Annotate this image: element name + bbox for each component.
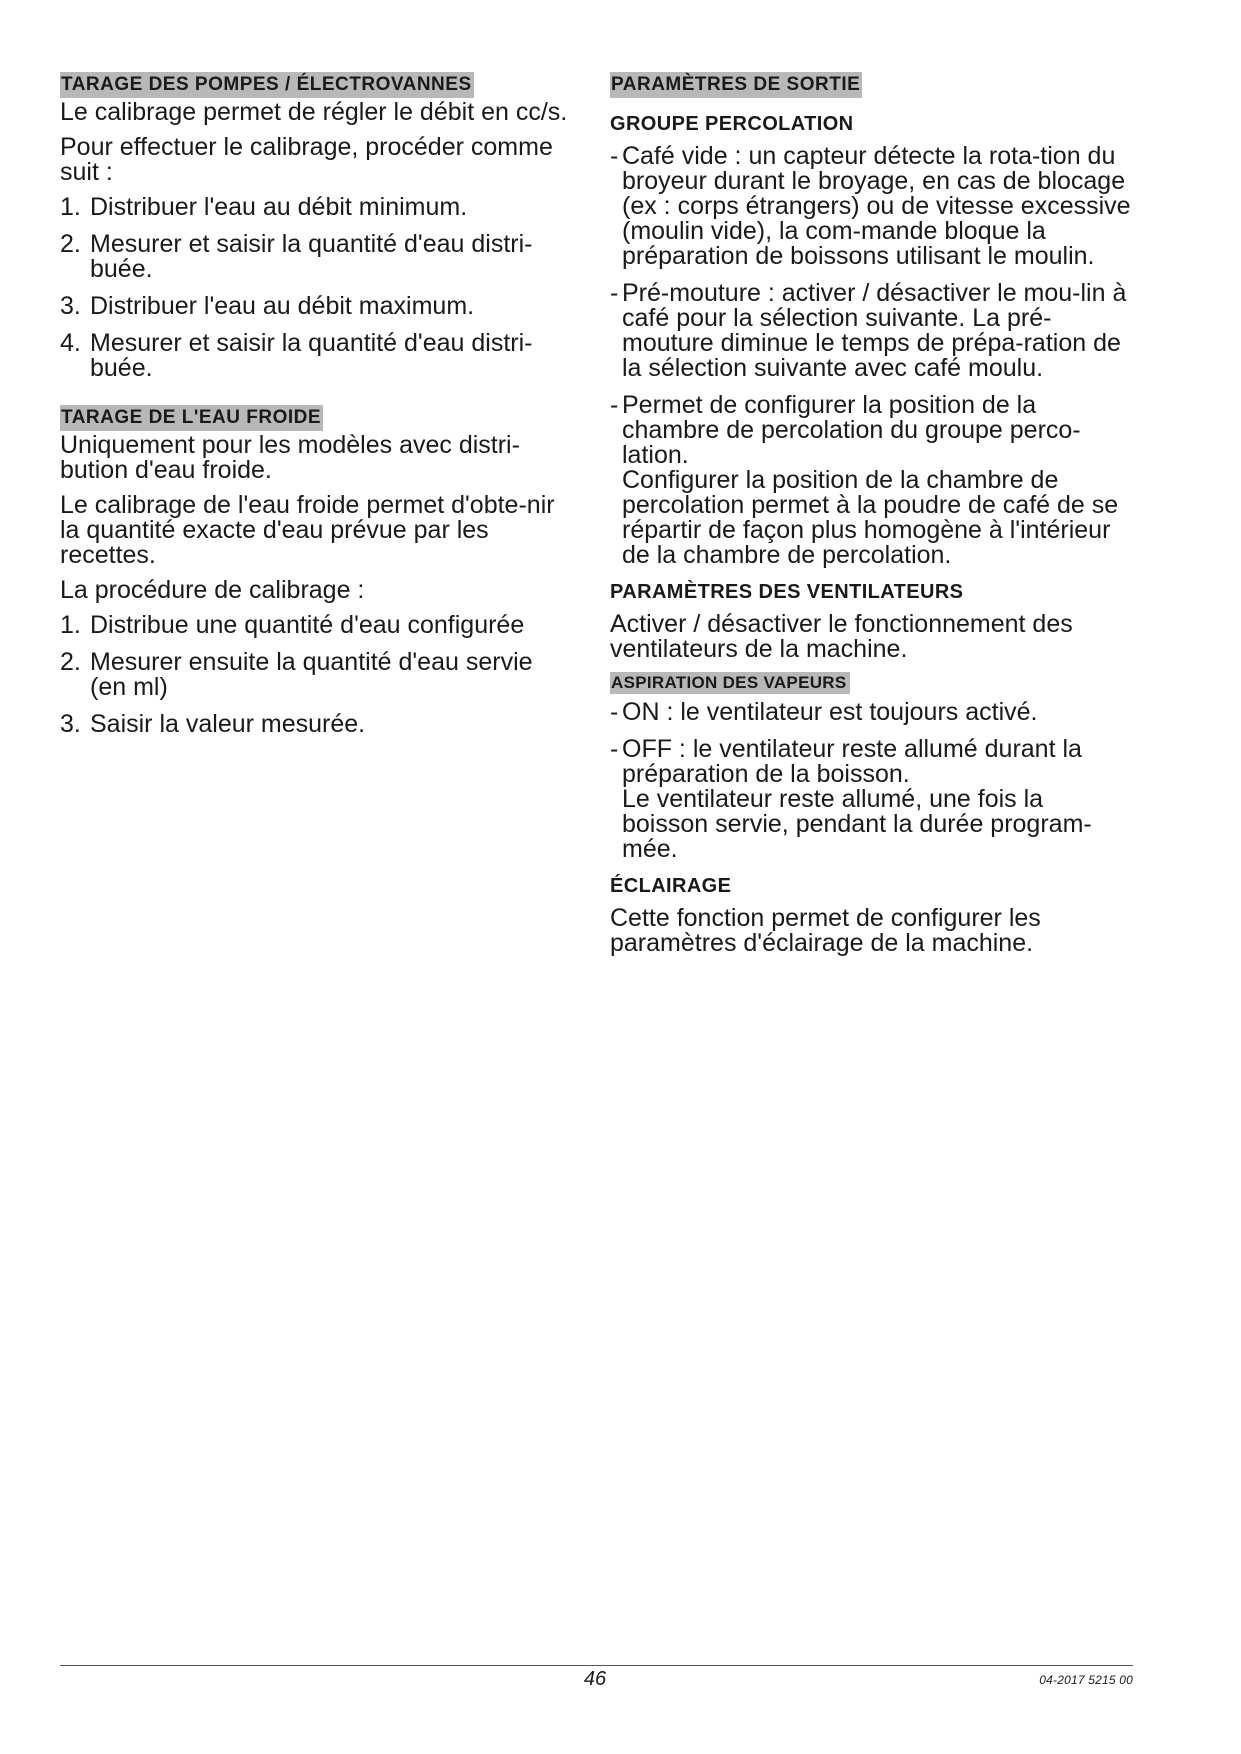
list-item	[610, 700, 1135, 725]
step-number: 3.	[60, 710, 81, 738]
paragraph-calibrage-debit: Le calibrage permet de régler le débit en cc/s.	[60, 98, 568, 126]
item-text-line: Configurer la position de la chambre de percolation permet à la poudre de café de se répartir de façon plus homogène à l'intérieur de la chambre de percolation.	[622, 466, 1119, 569]
step-number: 3.	[60, 292, 81, 320]
item-text: Pré-mouture : activer / désactiver le mou-lin à café pour la sélection suivante. La pré-mouture diminue le temps de prépa-ration de la sélection suivante avec café moulu.	[622, 279, 1127, 382]
list-item	[610, 737, 1135, 862]
dash-marker: -	[610, 735, 619, 763]
list-item	[610, 144, 1135, 269]
list-item	[610, 281, 1135, 381]
step-text: Mesurer et saisir la quantité d'eau distri-buée.	[90, 329, 533, 382]
item-text-line: OFF : le ventilateur reste allumé durant la préparation de la boisson.	[622, 735, 1082, 788]
dash-marker: -	[610, 391, 619, 419]
item-text	[622, 393, 1135, 568]
section-title-tarage-pompes: TARAGE DES POMPES / ÉLECTROVANNES	[60, 72, 474, 98]
list-item	[60, 195, 570, 220]
list-item	[60, 294, 570, 319]
subsection-title-ventilateurs: PARAMÈTRES DES VENTILATEURS	[610, 581, 964, 603]
item-text-line: Le ventilateur reste allumé, une fois la boisson servie, pendant la durée program-mée.	[622, 785, 1092, 863]
footer-divider	[60, 1665, 1133, 1666]
paragraph-ventilateurs: Activer / désactiver le fonctionnement des ventilateurs de la machine.	[610, 610, 1073, 663]
subsection-title-aspiration-vapeurs: ASPIRATION DES VAPEURS	[610, 672, 850, 694]
dash-marker: -	[610, 142, 619, 170]
dash-marker: -	[610, 698, 619, 726]
step-text: Mesurer et saisir la quantité d'eau distri-buée.	[90, 230, 533, 283]
list-item	[60, 232, 570, 282]
list-item	[60, 613, 570, 638]
right-column	[610, 72, 1135, 966]
paragraph-calibrage-eau-froide: Le calibrage de l'eau froide permet d'obte-nir la quantité exacte d'eau prévue par les recettes.	[60, 491, 555, 569]
step-number: 2.	[60, 648, 81, 676]
list-item	[60, 331, 570, 381]
step-text: Distribue une quantité d'eau configurée	[90, 611, 525, 639]
page-number: 46	[583, 1668, 607, 1690]
list-item	[60, 650, 570, 700]
step-text: Saisir la valeur mesurée.	[90, 710, 366, 738]
step-number: 2.	[60, 230, 81, 258]
dash-marker: -	[610, 279, 619, 307]
item-text: Café vide : un capteur détecte la rota-tion du broyeur durant le broyage, en cas de blocage (ex : corps étrangers) ou de vitesse excessive (moulin vide), la com-mande bloque la préparation de boissons utilisant le moulin.	[622, 142, 1131, 270]
step-number: 1.	[60, 193, 81, 221]
dash-list-aspiration	[610, 700, 1135, 862]
section-title-parametres-sortie: PARAMÈTRES DE SORTIE	[610, 72, 862, 98]
step-text: Distribuer l'eau au débit minimum.	[90, 193, 468, 221]
document-code: 04-2017 5215 00	[1039, 1673, 1133, 1687]
item-text: ON : le ventilateur est toujours activé.	[622, 698, 1038, 726]
steps-list-eau-froide	[60, 613, 570, 737]
paragraph-procedure-calibrage: La procédure de calibrage :	[60, 576, 365, 604]
dash-list-percolation	[610, 144, 1135, 568]
step-number: 4.	[60, 329, 81, 357]
left-column	[60, 72, 570, 749]
section-title-tarage-eau-froide: TARAGE DE L'EAU FROIDE	[60, 405, 323, 431]
item-text-line: Permet de configurer la position de la chambre de percolation du groupe perco-lation.	[622, 391, 1081, 469]
step-number: 1.	[60, 611, 81, 639]
item-text	[622, 737, 1135, 862]
paragraph-procedure-intro: Pour effectuer le calibrage, procéder comme suit :	[60, 133, 553, 186]
list-item	[610, 393, 1135, 568]
subsection-title-eclairage: ÉCLAIRAGE	[610, 875, 732, 897]
list-item	[60, 712, 570, 737]
step-text: Mesurer ensuite la quantité d'eau servie (en ml)	[90, 648, 533, 701]
paragraph-modeles-eau-froide: Uniquement pour les modèles avec distri-bution d'eau froide.	[60, 431, 520, 484]
steps-list-pompes	[60, 195, 570, 381]
subsection-title-groupe-percolation: GROUPE PERCOLATION	[610, 113, 854, 135]
paragraph-eclairage: Cette fonction permet de configurer les paramètres d'éclairage de la machine.	[610, 904, 1041, 957]
step-text: Distribuer l'eau au débit maximum.	[90, 292, 475, 320]
